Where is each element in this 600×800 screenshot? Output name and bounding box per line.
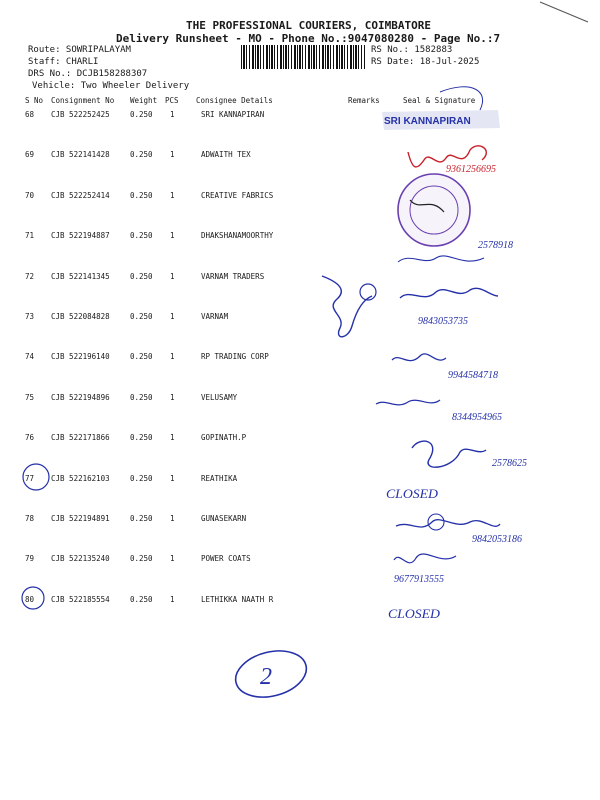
row-pcs: 1 [170,514,175,523]
row-consignment: CJB 522141345 [51,272,110,281]
row-consignment: CJB 522252414 [51,191,110,200]
row-consignee: CREATIVE FABRICS [201,191,274,200]
phone-row-74: 9944584718 [448,370,498,381]
phone-row-71: 2578918 [478,240,513,251]
row-weight: 0.250 [130,393,153,402]
row-sno: 75 [25,393,35,402]
col-remarks: Remarks [348,96,380,105]
row-weight: 0.250 [130,595,153,604]
col-consignment: Consignment No [51,96,115,105]
row-consignee: POWER COATS [201,554,251,563]
row-weight: 0.250 [130,352,153,361]
row-consignment: CJB 522162103 [51,474,110,483]
row-pcs: 1 [170,393,175,402]
row-sno: 69 [25,150,35,159]
row-consignment: CJB 522171866 [51,433,110,442]
row-sno: 71 [25,231,35,240]
phone-row-73: 9843053735 [418,316,468,327]
col-weight: Weight [130,96,158,105]
row-pcs: 1 [170,150,175,159]
phone-row-75: 8344954965 [452,412,502,423]
row-weight: 0.250 [130,433,153,442]
phone-row-79: 9677913555 [394,574,444,585]
row-consignee: LETHIKKA NAATH R [201,595,274,604]
row-sno: 76 [25,433,35,442]
row-pcs: 1 [170,433,175,442]
col-consignee: Consignee Details [196,96,273,105]
phone-row-78: 9842053186 [472,534,522,545]
row-weight: 0.250 [130,554,153,563]
row-sno: 78 [25,514,35,523]
row-weight: 0.250 [130,191,153,200]
row-sno: 74 [25,352,35,361]
row-consignee: VARNAM [201,312,229,321]
phone-row-69: 9361256695 [446,164,496,175]
vehicle-label: Vehicle: Two Wheeler Delivery [32,81,190,91]
staff-label: Staff: CHARLI [28,57,99,67]
rs-date: RS Date: 18-Jul-2025 [371,57,480,67]
row-consignment: CJB 522141428 [51,150,110,159]
sno-77-circle [23,464,49,490]
row-sno: 68 [25,110,35,119]
row-weight: 0.250 [130,110,153,119]
runsheet-title: Delivery Runsheet - MO - Phone No.:9047080280 - Page No.:7 [116,32,501,45]
row-sno: 72 [25,272,35,281]
row-weight: 0.250 [130,231,153,240]
route-label: Route: SOWRIPALAYAM [28,45,131,55]
row-consignment: CJB 522194887 [51,231,110,240]
closed-mark-80: CLOSED [388,606,441,621]
row-pcs: 1 [170,231,175,240]
row-consignee: GUNASEKARN [201,514,247,523]
row-consignment: CJB 522194896 [51,393,110,402]
row-consignee: VELUSAMY [201,393,238,402]
row-weight: 0.250 [130,312,153,321]
stamp-sri-kannapiran: SRI KANNAPIRAN [384,116,471,127]
row-weight: 0.250 [130,514,153,523]
row-consignment: CJB 522135240 [51,554,110,563]
row-pcs: 1 [170,554,175,563]
row-consignment: CJB 522196140 [51,352,110,361]
row-sno: 77 [25,474,35,483]
row-consignee: RP TRADING CORP [201,352,269,361]
row-consignee: DHAKSHANAMOORTHY [201,231,274,240]
row-consignment: CJB 522185554 [51,595,110,604]
page-count: 2 [260,664,272,690]
col-pcs: PCS [165,96,179,105]
row-weight: 0.250 [130,272,153,281]
row-sno: 80 [25,595,35,604]
row-consignee: GOPINATH.P [201,433,247,442]
row-consignee: VARNAM TRADERS [201,272,265,281]
row-pcs: 1 [170,352,175,361]
row-weight: 0.250 [130,150,153,159]
company-title: THE PROFESSIONAL COURIERS, COIMBATORE [186,19,432,32]
row-sno: 79 [25,554,35,563]
row-pcs: 1 [170,110,175,119]
row-consignee: ADWAITH TEX [201,150,251,159]
drs-number: DRS No.: DCJB158288307 [28,69,148,79]
row-pcs: 1 [170,595,175,604]
row-weight: 0.250 [130,474,153,483]
row-consignment: CJB 522084828 [51,312,110,321]
col-sno: S No [25,96,44,105]
phone-row-76: 2578625 [492,458,527,469]
closed-mark-77: CLOSED [386,486,439,501]
row-consignee: SRI KANNAPIRAN [201,110,265,119]
row-sno: 70 [25,191,35,200]
row-pcs: 1 [170,312,175,321]
row-consignee: REATHIKA [201,474,238,483]
sno-80-circle [22,587,44,609]
rs-number: RS No.: 1582883 [371,45,453,55]
row-pcs: 1 [170,272,175,281]
col-signature: Seal & Signature [403,96,476,105]
round-seal [398,174,470,246]
row-pcs: 1 [170,474,175,483]
row-sno: 73 [25,312,35,321]
row-consignment: CJB 522252425 [51,110,110,119]
row-pcs: 1 [170,191,175,200]
row-consignment: CJB 522194891 [51,514,110,523]
